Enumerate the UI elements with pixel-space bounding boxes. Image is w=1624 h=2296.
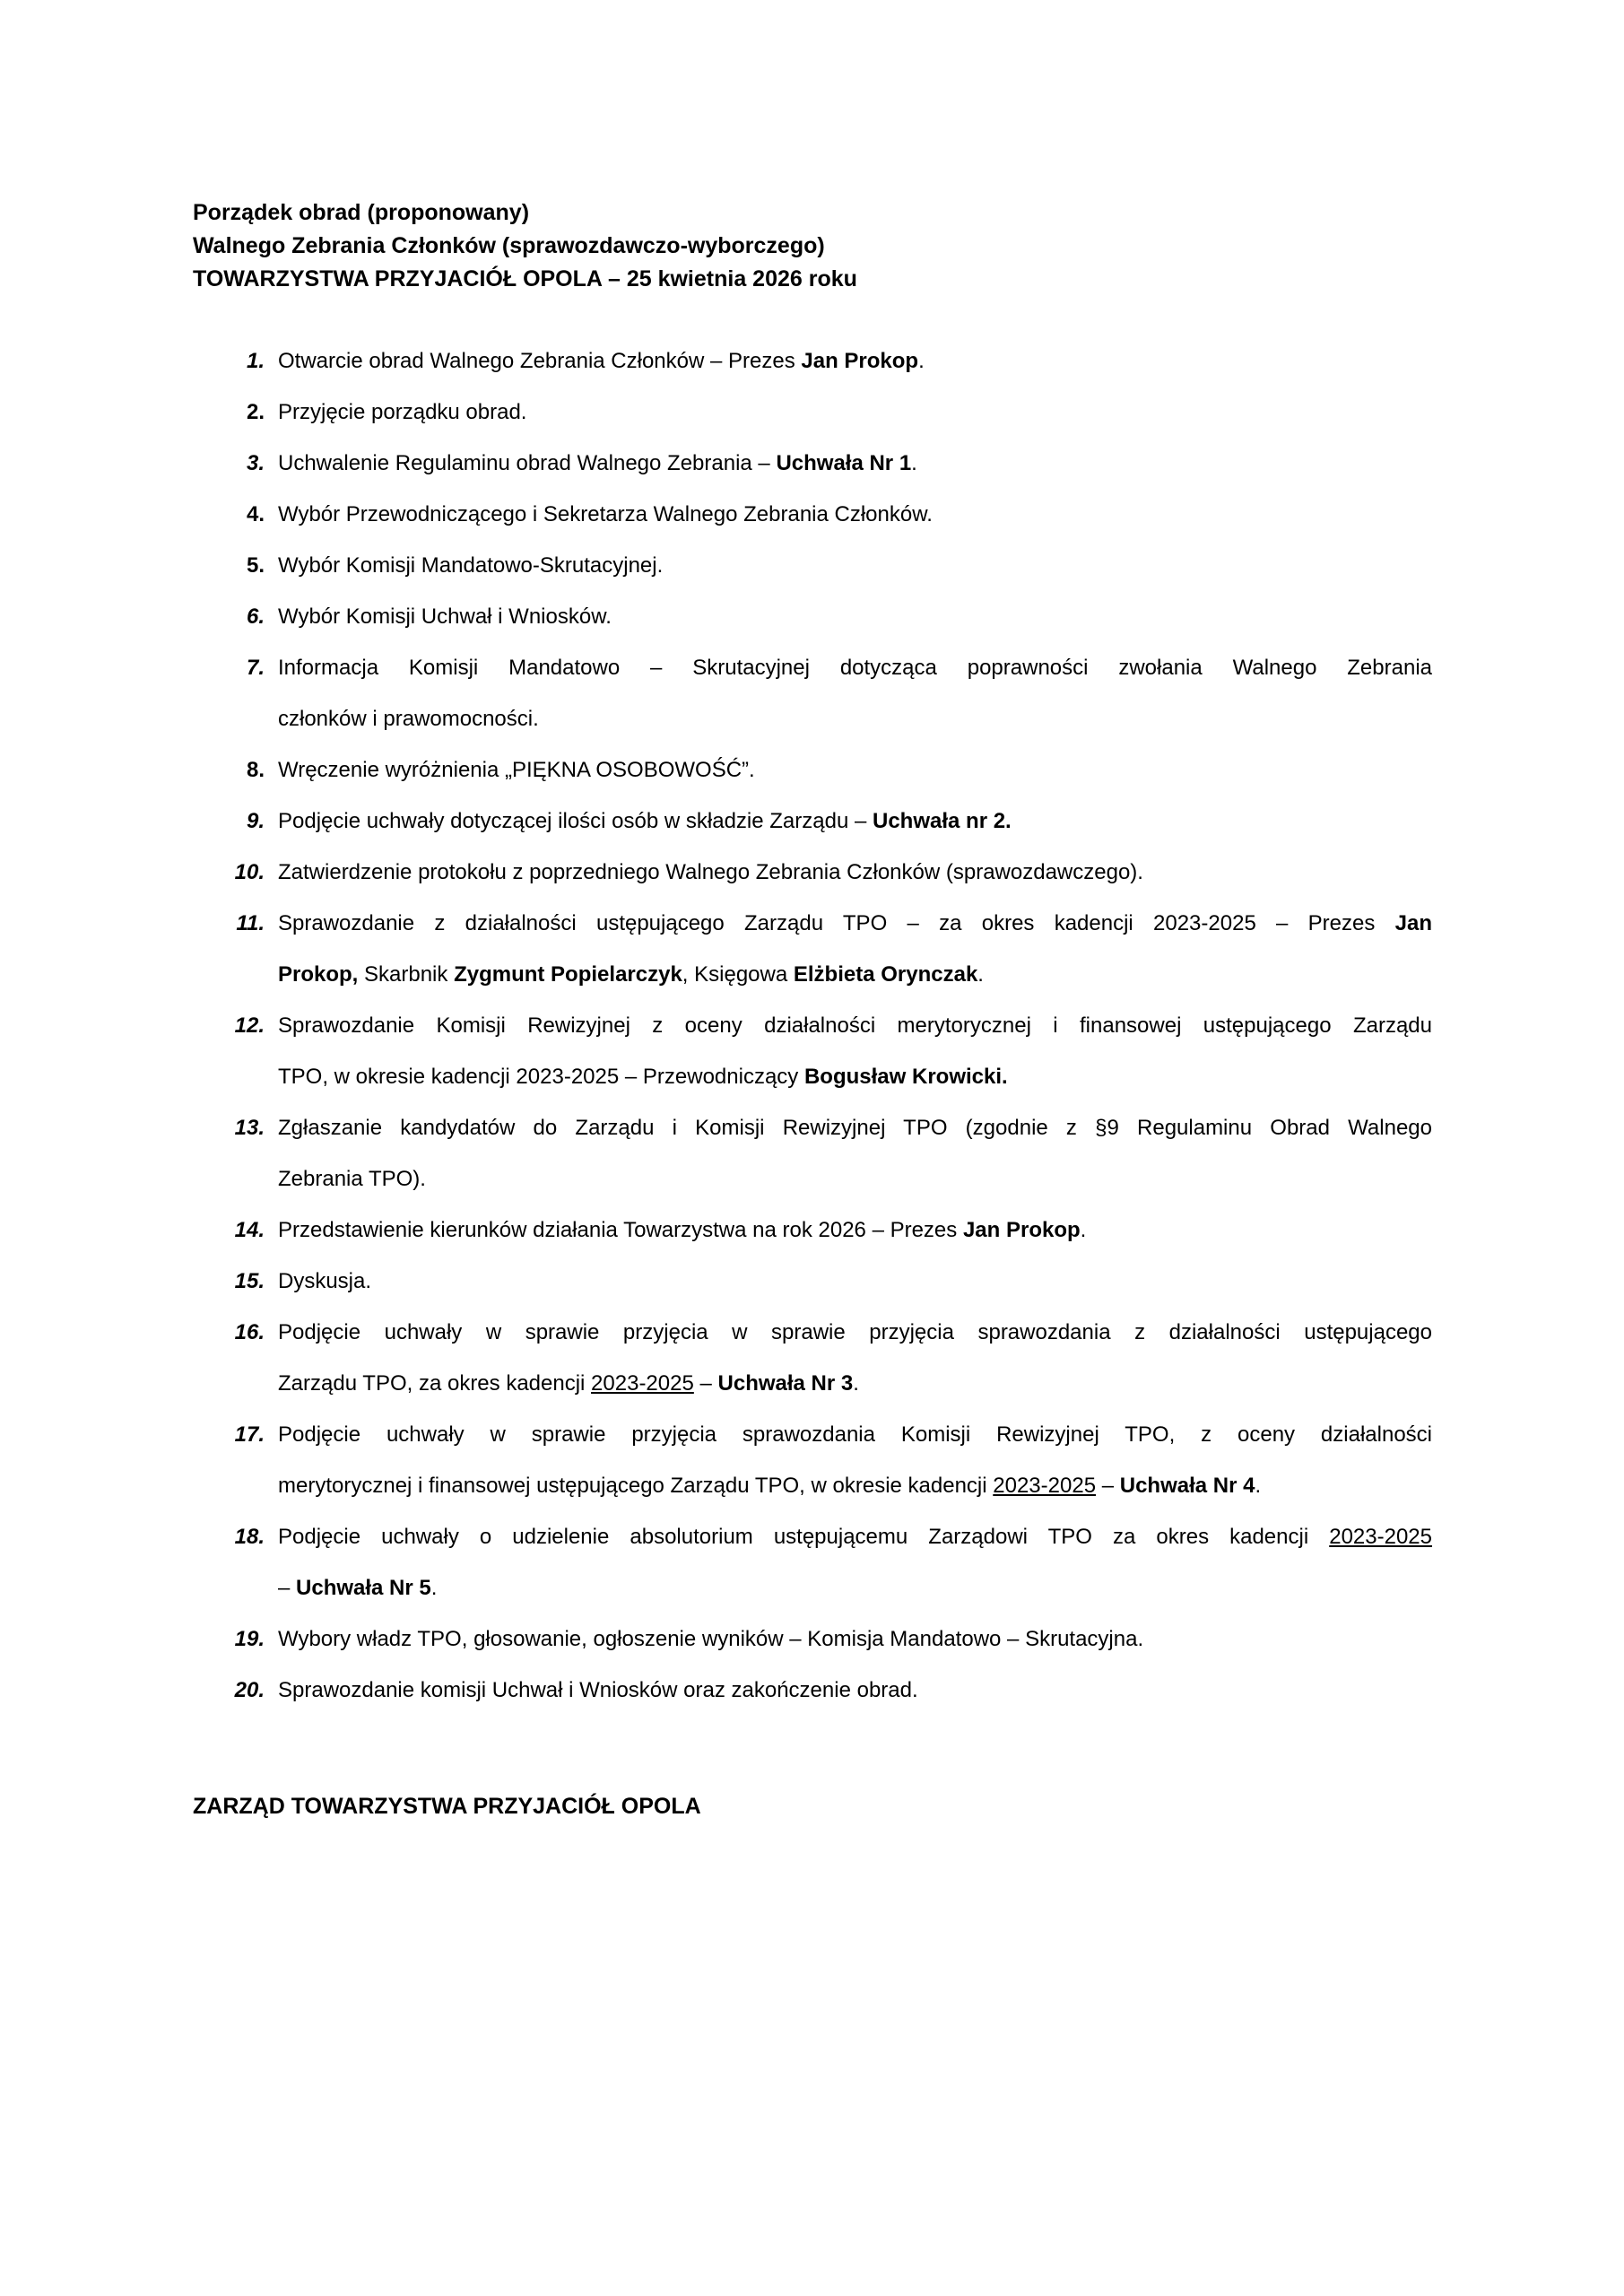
agenda-item-line xyxy=(278,1102,1432,1153)
bold-text-run: Prokop, xyxy=(278,962,359,987)
text-run: Podjęcie uchwały dotyczącej ilości osób w składzie Zarządu – xyxy=(278,809,873,833)
agenda-item xyxy=(193,591,1432,642)
text-run: TPO, w okresie kadencji 2023-2025 – Przewodniczący xyxy=(278,1065,804,1089)
text-run: Wybór Przewodniczącego i Sekretarza Walnego Zebrania Członków. xyxy=(278,502,933,526)
agenda-item-line xyxy=(278,1562,1432,1613)
agenda-item-number: 4. xyxy=(246,502,265,526)
agenda-item-text xyxy=(278,1511,1432,1613)
bold-text-run: Uchwała Nr 4 xyxy=(1119,1474,1255,1498)
text-run: Otwarcie obrad Walnego Zebrania Członków – Prezes xyxy=(278,349,802,373)
text-run: – xyxy=(693,1371,718,1396)
bold-text-run: Uchwała Nr 5 xyxy=(296,1576,431,1600)
text-run: Sprawozdanie Komisji Rewizyjnej z oceny działalności merytorycznej i finansowej ustępującego Zarządu xyxy=(278,1013,1432,1038)
agenda-item-text xyxy=(278,796,1432,847)
agenda-item xyxy=(193,1205,1432,1256)
text-run: – xyxy=(278,1576,297,1600)
agenda-item-text xyxy=(278,1000,1432,1102)
agenda-item xyxy=(193,1307,1432,1409)
agenda-item-text xyxy=(278,1409,1432,1511)
agenda-item-number: 20. xyxy=(234,1678,265,1702)
bold-text-run: Uchwała Nr 3 xyxy=(717,1371,854,1396)
agenda-item-number: 10. xyxy=(234,860,265,884)
agenda-item-line xyxy=(278,1511,1432,1562)
text-run: Podjęcie uchwały w sprawie przyjęcia w sprawie przyjęcia sprawozdania z działalności ustępującego xyxy=(278,1320,1432,1344)
agenda-item-text xyxy=(278,489,1432,540)
agenda-item-number: 15. xyxy=(234,1269,265,1293)
agenda-item xyxy=(193,489,1432,540)
agenda-list xyxy=(193,335,1432,1716)
agenda-item-number: 6. xyxy=(246,604,265,629)
bold-text-run: Elżbieta Orynczak xyxy=(793,962,978,987)
bold-text-run: Jan xyxy=(1394,911,1432,935)
text-run: . xyxy=(430,1576,438,1600)
text-run: Zatwierdzenie protokołu z poprzedniego Walnego Zebrania Członków (sprawozdawczego). xyxy=(278,860,1143,884)
agenda-item-number: 9. xyxy=(246,809,265,833)
underlined-text-run: 2023-2025 xyxy=(1329,1525,1432,1549)
agenda-item-line xyxy=(278,591,1432,642)
title-line-2: Walnego Zebrania Członków (sprawozdawczo-wyborczego) xyxy=(193,233,825,258)
agenda-item-number: 1. xyxy=(246,349,265,373)
text-run: . xyxy=(977,962,984,987)
agenda-item-line xyxy=(278,438,1432,489)
agenda-item-line xyxy=(278,387,1432,438)
text-run: Zarządu TPO, za okres kadencji xyxy=(278,1371,592,1396)
agenda-item-line xyxy=(278,540,1432,591)
agenda-item-line xyxy=(278,1000,1432,1051)
agenda-item xyxy=(193,847,1432,898)
agenda-item-line xyxy=(278,1358,1432,1409)
agenda-item-number: 17. xyxy=(234,1422,265,1447)
text-run: Przedstawienie kierunków działania Towarzystwa na rok 2026 – Prezes xyxy=(278,1218,963,1242)
text-run: Podjęcie uchwały o udzielenie absolutorium ustępującemu Zarządowi TPO za okres kadencji xyxy=(278,1525,1330,1549)
agenda-item-line xyxy=(278,898,1432,949)
text-run: Dyskusja. xyxy=(278,1269,372,1293)
agenda-item-number: 19. xyxy=(234,1627,265,1651)
agenda-item-line xyxy=(278,949,1432,1000)
text-run: Wręczenie wyróżnienia „PIĘKNA OSOBOWOŚĆ”. xyxy=(278,758,755,782)
agenda-item-text xyxy=(278,1665,1432,1716)
agenda-item xyxy=(193,1000,1432,1102)
title-line-3: TOWARZYSTWA PRZYJACIÓŁ OPOLA – 25 kwietnia 2026 roku xyxy=(193,266,857,291)
agenda-item-number: 2. xyxy=(246,400,265,424)
text-run: Skarbnik xyxy=(358,962,455,987)
agenda-item-number: 5. xyxy=(246,553,265,578)
agenda-item xyxy=(193,1665,1432,1716)
text-run: Wybór Komisji Mandatowo-Skrutacyjnej. xyxy=(278,553,664,578)
underlined-text-run: 2023-2025 xyxy=(993,1474,1097,1498)
agenda-item-line xyxy=(278,1307,1432,1358)
agenda-item-text xyxy=(278,898,1432,1000)
agenda-item-line xyxy=(278,1256,1432,1307)
agenda-item-text xyxy=(278,1256,1432,1307)
agenda-item-line xyxy=(278,847,1432,898)
agenda-item xyxy=(193,540,1432,591)
agenda-item xyxy=(193,898,1432,1000)
text-run: . xyxy=(918,349,925,373)
agenda-item-number: 13. xyxy=(234,1116,265,1140)
agenda-item-number: 3. xyxy=(246,451,265,475)
agenda-item xyxy=(193,796,1432,847)
agenda-item-text xyxy=(278,1102,1432,1205)
bold-text-run: Jan Prokop xyxy=(962,1218,1081,1242)
title-line-1: Porządek obrad (proponowany) xyxy=(193,200,530,225)
bold-text-run: Bogusław Krowicki. xyxy=(803,1065,1008,1089)
agenda-item-line xyxy=(278,335,1432,387)
agenda-item-text xyxy=(278,1205,1432,1256)
agenda-item-line xyxy=(278,693,1432,744)
agenda-item xyxy=(193,1511,1432,1613)
agenda-item-number: 8. xyxy=(246,758,265,782)
agenda-item-text xyxy=(278,1307,1432,1409)
text-run: Sprawozdanie komisji Uchwał i Wniosków oraz zakończenie obrad. xyxy=(278,1678,918,1702)
bold-text-run: Jan Prokop xyxy=(801,349,919,373)
text-run: . xyxy=(911,451,917,475)
agenda-item-number: 14. xyxy=(234,1218,265,1242)
text-run: . xyxy=(1255,1474,1262,1498)
agenda-item xyxy=(193,1613,1432,1665)
bold-text-run: Uchwała Nr 1 xyxy=(776,451,912,475)
text-run: . xyxy=(1080,1218,1087,1242)
agenda-item-number: 12. xyxy=(234,1013,265,1038)
agenda-item-number: 7. xyxy=(246,656,265,680)
agenda-item-line xyxy=(278,1051,1432,1102)
text-run: . xyxy=(853,1371,859,1396)
agenda-item-text xyxy=(278,642,1432,744)
underlined-text-run: 2023-2025 xyxy=(591,1371,694,1396)
agenda-item xyxy=(193,1256,1432,1307)
agenda-item xyxy=(193,744,1432,796)
document-title xyxy=(193,196,857,296)
text-run: Zebrania TPO). xyxy=(278,1167,426,1191)
text-run: członków i prawomocności. xyxy=(278,707,539,731)
text-run: Podjęcie uchwały w sprawie przyjęcia sprawozdania Komisji Rewizyjnej TPO, z oceny działalności xyxy=(278,1422,1432,1447)
text-run: Informacja Komisji Mandatowo – Skrutacyjnej dotycząca poprawności zwołania Walnego Zebrania xyxy=(278,656,1432,680)
agenda-item xyxy=(193,387,1432,438)
agenda-item-line xyxy=(278,1205,1432,1256)
text-run: Uchwalenie Regulaminu obrad Walnego Zebrania – xyxy=(278,451,777,475)
agenda-item-line xyxy=(278,1409,1432,1460)
bold-text-run: Zygmunt Popielarczyk xyxy=(454,962,682,987)
agenda-item-text xyxy=(278,335,1432,387)
text-run: Sprawozdanie z działalności ustępującego Zarządu TPO – za okres kadencji 2023-2025 – Prezes xyxy=(278,911,1395,935)
agenda-item-number: 16. xyxy=(234,1320,265,1344)
agenda-item xyxy=(193,642,1432,744)
agenda-item-number: 11. xyxy=(236,911,265,935)
agenda-item-text xyxy=(278,438,1432,489)
text-run: Wybór Komisji Uchwał i Wniosków. xyxy=(278,604,612,629)
agenda-item-line xyxy=(278,1460,1432,1511)
text-run: Zgłaszanie kandydatów do Zarządu i Komisji Rewizyjnej TPO (zgodnie z §9 Regulaminu Obrad Walnego xyxy=(278,1116,1432,1140)
agenda-item xyxy=(193,438,1432,489)
agenda-item xyxy=(193,335,1432,387)
agenda-item-line xyxy=(278,489,1432,540)
agenda-item-text xyxy=(278,540,1432,591)
agenda-item-text xyxy=(278,744,1432,796)
document-footer: ZARZĄD TOWARZYSTWA PRZYJACIÓŁ OPOLA xyxy=(193,1794,701,1819)
text-run: Przyjęcie porządku obrad. xyxy=(278,400,527,424)
agenda-item-number: 18. xyxy=(234,1525,265,1549)
agenda-item-line xyxy=(278,1665,1432,1716)
text-run: Wybory władz TPO, głosowanie, ogłoszenie wyników – Komisja Mandatowo – Skrutacyjna. xyxy=(278,1627,1144,1651)
agenda-item-line xyxy=(278,796,1432,847)
agenda-item-text xyxy=(278,847,1432,898)
text-run: merytorycznej i finansowej ustępującego Zarządu TPO, w okresie kadencji xyxy=(278,1474,994,1498)
text-run: , Księgowa xyxy=(682,962,794,987)
agenda-item-line xyxy=(278,744,1432,796)
agenda-item xyxy=(193,1102,1432,1205)
agenda-item-text xyxy=(278,591,1432,642)
agenda-item-line xyxy=(278,1613,1432,1665)
text-run: – xyxy=(1096,1474,1120,1498)
agenda-item-text xyxy=(278,387,1432,438)
bold-text-run: Uchwała nr 2. xyxy=(873,809,1012,833)
agenda-item-line xyxy=(278,1153,1432,1205)
agenda-item-text xyxy=(278,1613,1432,1665)
agenda-item xyxy=(193,1409,1432,1511)
agenda-item-line xyxy=(278,642,1432,693)
